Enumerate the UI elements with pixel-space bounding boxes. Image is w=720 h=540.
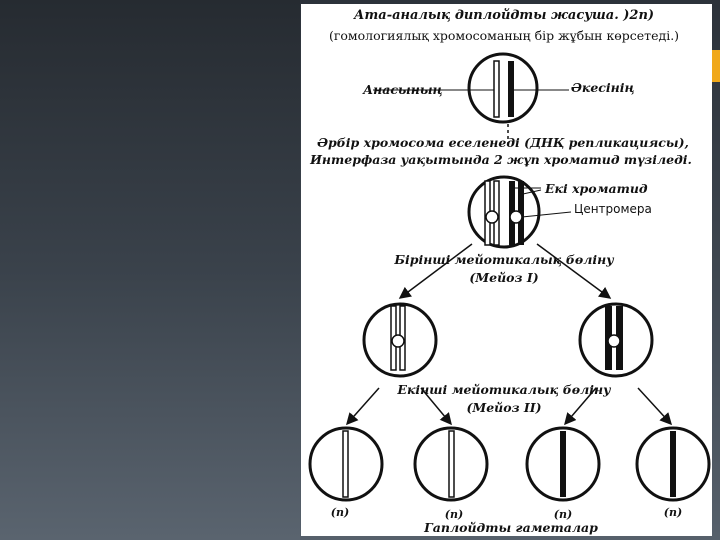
arrow-meiosis2-1 bbox=[347, 388, 379, 424]
chromatids-label: Екі хроматид bbox=[545, 181, 648, 196]
meiosis1-cell-maternal bbox=[364, 304, 436, 376]
paternal-centromere bbox=[510, 211, 522, 223]
parent-diploid-cell bbox=[469, 54, 537, 122]
gamete-cell-1 bbox=[310, 428, 382, 500]
gamete-cell-3 bbox=[527, 428, 599, 500]
meiosis2-label-line1: Екінші мейотикалық бөліну bbox=[397, 382, 611, 397]
centromere bbox=[608, 335, 620, 347]
diagram-title: Ата-аналық диплойдты жасуша. )2n) bbox=[353, 8, 655, 23]
gamete-ploidy-label-4: (n) bbox=[663, 506, 683, 519]
paternal-chromosome bbox=[508, 61, 514, 117]
meiosis1-label-line2: (Мейоз I) bbox=[469, 270, 539, 285]
maternal-chromosome bbox=[494, 61, 499, 117]
accent-tab bbox=[712, 50, 720, 82]
arrow-meiosis2-4 bbox=[638, 388, 671, 424]
gamete-ploidy-label-3: (n) bbox=[553, 508, 573, 521]
meiosis1-cell-paternal bbox=[580, 304, 652, 376]
maternal-centromere bbox=[486, 211, 498, 223]
replication-text-line2: Интерфаза уақытында 2 жұп хроматид түзіледі. bbox=[310, 152, 692, 167]
meiosis2-label-line2: (Мейоз II) bbox=[466, 400, 542, 415]
centromere bbox=[392, 335, 404, 347]
gamete-cell-4 bbox=[637, 428, 709, 500]
haploid-gametes-footer: Гаплойдты гаметалар bbox=[424, 520, 598, 535]
slide-background bbox=[0, 0, 300, 540]
replication-text-line1: Әрбір хромосома еселенеді (ДНҚ репликациясы), bbox=[317, 135, 689, 150]
gamete-cell-2 bbox=[415, 428, 487, 500]
gamete-ploidy-label-1: (n) bbox=[330, 506, 350, 519]
diagram-subtitle: (гомологиялық хромосоманың бір жұбын көрсетеді.) bbox=[328, 28, 680, 43]
centromere-label: Центромера bbox=[574, 202, 652, 216]
father-label: Әкесінің bbox=[571, 80, 635, 95]
diagram-panel bbox=[301, 4, 712, 536]
gamete-ploidy-label-2: (n) bbox=[444, 508, 464, 521]
meiosis1-label-line1: Бірінші мейотикалық бөліну bbox=[394, 252, 614, 267]
mother-label: Анасының bbox=[363, 82, 443, 97]
